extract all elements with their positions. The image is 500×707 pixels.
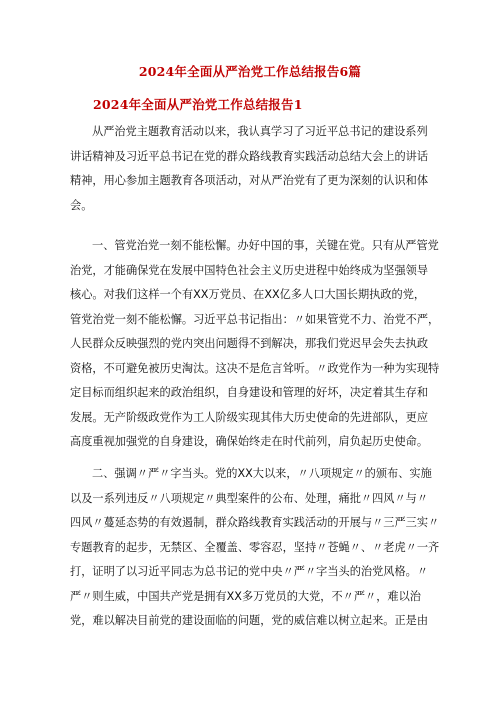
section-title: 2024年全面从严治党工作总结报告1 [93,97,303,112]
paragraph-3 [70,462,440,634]
paragraph-line: 二、强调〃严〃字当头。党的XX大以来，〃八项规定〃的颁布、实施 [92,467,432,480]
paragraph-line: 核心。对我们这样一个有XX万党员、在XX亿多人口大国长期执政的党， [70,288,426,301]
paragraph-line: 严〃则生威，中国共产党是拥有XX多万党员的大党，不〃严〃，难以治 [70,589,421,603]
paragraph-line: 讲话精神及习近平总书记在党的群众路线教育实践活动总结大会上的讲话 [70,149,429,163]
paragraph-line: 党，难以解决目前党的建设面临的问题，党的威信难以树立起来。正是由 [70,614,429,627]
paragraph-2 [70,234,440,455]
paragraph-line: 治党，才能确保党在发展中国特色社会主义历史进程中始终成为坚强领导 [70,263,429,277]
paragraph-line: 人民群众反映强烈的党内突出问题得不到解决，那我们党迟早会失去执政 [70,337,429,350]
paragraph-line: 管党治党一刻不能松懈。习近平总书记指出：〃如果管党不力、治党不严， [70,312,440,326]
paragraph-line: 从严治党主题教育活动以来，我认真学习了习近平总书记的建设系列 [92,125,428,138]
paragraph-line: 一、管党治党一刻不能松懈。办好中国的事，关键在党。只有从严管党 [92,239,439,252]
paragraph-line: 四风〃蔓延态势的有效遏制，群众路线教育实践活动的开展与〃三严三实〃 [70,516,440,529]
paragraph-1 [70,120,430,218]
paragraph-line: 打，证明了以习近平同志为总书记的党中央〃严〃字当头的治党风格。〃 [70,565,429,578]
paragraph-line: 专题教育的起步，无禁区、全覆盖、零容忍，坚持〃苍蝇〃、〃老虎〃一齐 [70,540,440,554]
paragraph-line: 发展。无产阶级政党作为工人阶级实现其伟大历史使命的先进部队，更应 [70,410,429,424]
paragraph-line: 定目标而组织起来的政治组织，自身建设和管理的好坏，决定着其生存和 [70,386,429,399]
document-title: 2024年全面从严治党工作总结报告6篇 [138,64,362,79]
paragraph-line: 资格，不可避免被历史淘汰。这决不是危言耸听。〃政党作为一种为实现特 [70,361,440,375]
paragraph-line: 精神，用心参加主题教育各项活动，对从严治党有了更为深刻的认识和体 [70,174,429,187]
paragraph-line: 高度重视加强党的自身建设，确保始终走在时代前列，肩负起历史使命。 [70,435,429,448]
paragraph-line: 会。 [70,198,93,212]
paragraph-line: 以及一系列违反〃八项规定〃典型案件的公布、处理，痛批〃四风〃与〃 [70,491,429,505]
